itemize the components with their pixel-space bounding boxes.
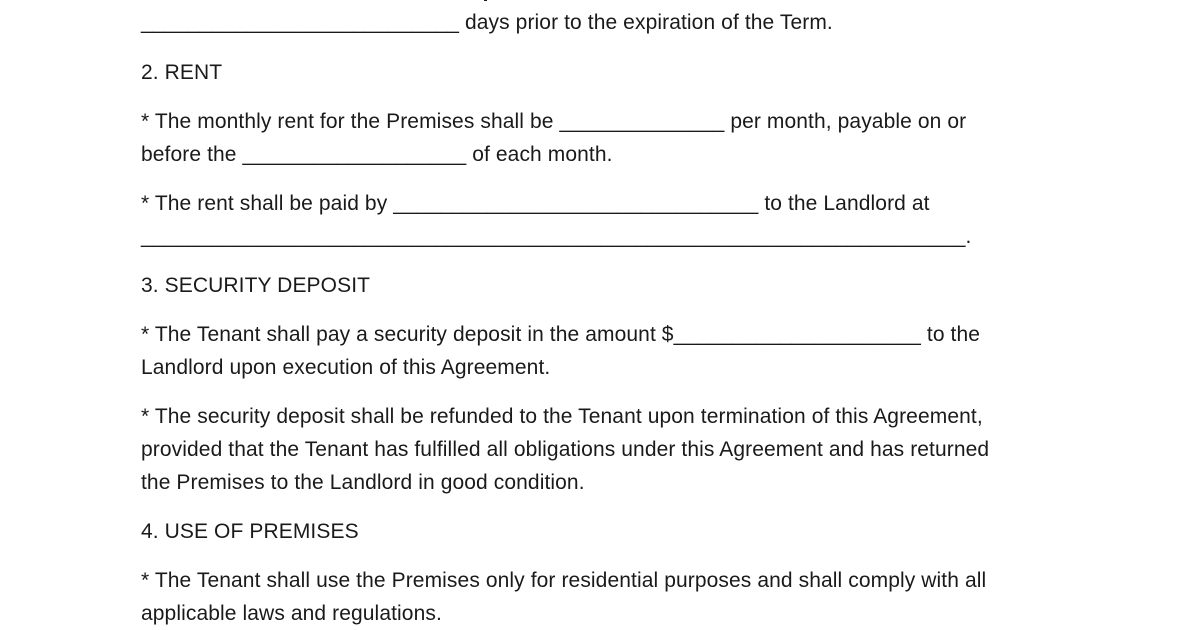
section-heading-security-deposit: 3. SECURITY DEPOSIT bbox=[141, 274, 371, 297]
rent-paid-by-line-2: ______________________________________________________________________. bbox=[141, 225, 972, 248]
use-clause-line-1: * The Tenant shall use the Premises only for residential purposes and shall comply with all bbox=[141, 569, 987, 592]
rent-paid-by-line-1: * The rent shall be paid by _______________________________ to the Landlord at bbox=[141, 192, 930, 215]
use-clause-line-2: applicable laws and regulations. bbox=[141, 602, 442, 625]
rent-monthly-line-2: before the ___________________ of each month. bbox=[141, 143, 613, 166]
section-heading-rent: 2. RENT bbox=[141, 61, 223, 84]
deposit-amount-line-1: * The Tenant shall pay a security deposit in the amount $_____________________ to the bbox=[141, 323, 981, 346]
section-heading-use-of-premises: 4. USE OF PREMISES bbox=[141, 520, 359, 543]
cut-off-text-fragment bbox=[484, 0, 487, 1]
term-notice-line: ___________________________ days prior to the expiration of the Term. bbox=[141, 11, 833, 34]
deposit-amount-line-2: Landlord upon execution of this Agreement. bbox=[141, 356, 551, 379]
deposit-refund-line-1: * The security deposit shall be refunded to the Tenant upon termination of this Agreement, bbox=[141, 405, 983, 428]
deposit-refund-line-3: the Premises to the Landlord in good condition. bbox=[141, 471, 585, 494]
rent-monthly-line-1: * The monthly rent for the Premises shall be ______________ per month, payable on or bbox=[141, 110, 967, 133]
deposit-refund-line-2: provided that the Tenant has fulfilled all obligations under this Agreement and has returned bbox=[141, 438, 990, 461]
